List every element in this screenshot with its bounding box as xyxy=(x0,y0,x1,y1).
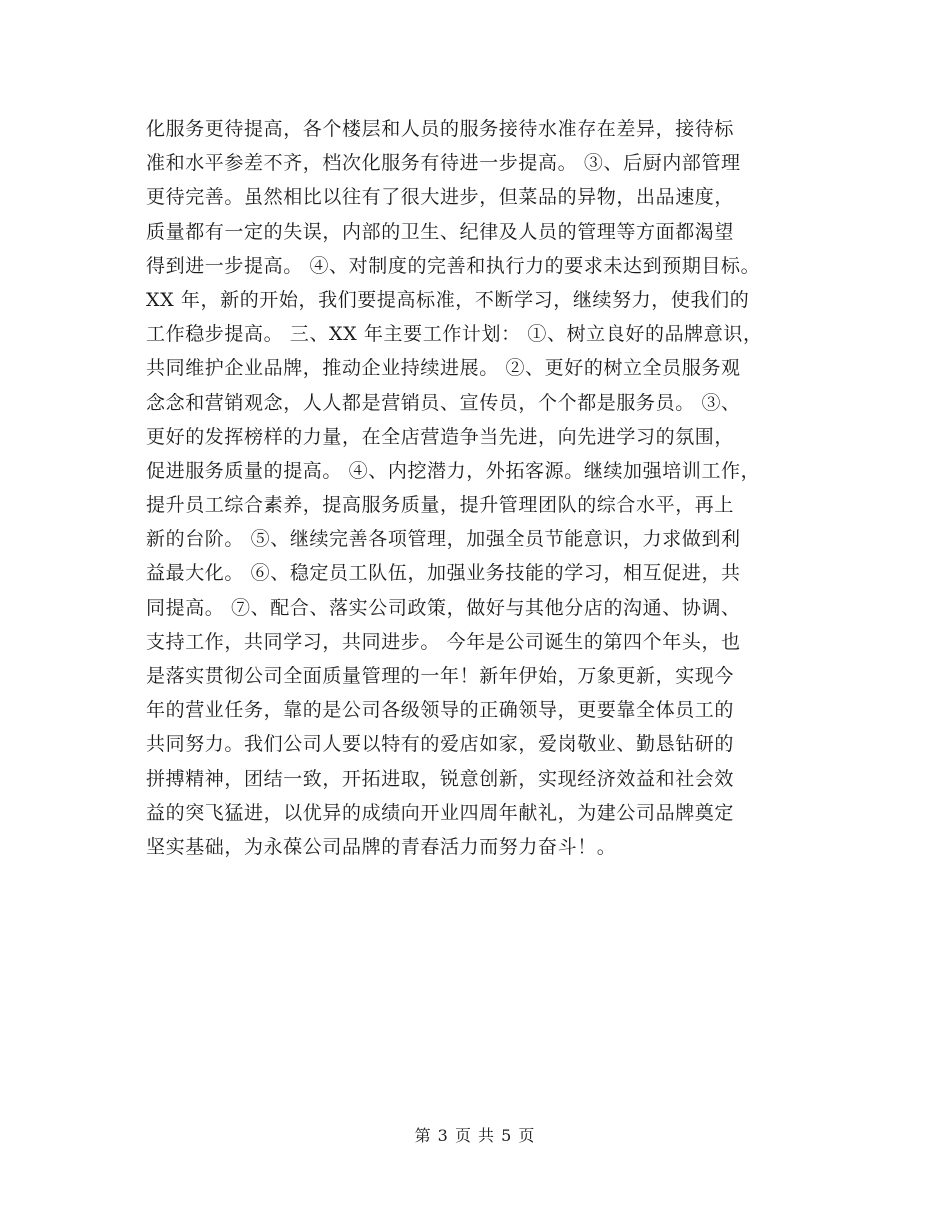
text-line: 质量都有一定的失误，内部的卫生、纪律及人员的管理等方面都渴望 xyxy=(146,220,735,243)
text-line: 共同努力。我们公司人要以特有的爱店如家，爱岗敬业、勤恳钻研的 xyxy=(146,733,735,756)
text-line: 念念和营销观念，人人都是营销员、宣传员，个个都是服务员。 ③、 xyxy=(146,391,741,414)
text-line: 提升员工综合素养，提高服务质量，提升管理团队的综合水平，再上 xyxy=(146,494,735,517)
text-line: 更待完善。虽然相比以往有了很大进步，但菜品的异物，出品速度， xyxy=(146,186,735,209)
text-line: 支持工作，共同学习，共同进步。 今年是公司诞生的第四个年头，也 xyxy=(146,630,741,653)
text-line: 同提高。 ⑦、配合、落实公司政策，做好与其他分店的沟通、协调、 xyxy=(146,596,741,619)
text-line: 益的突飞猛进，以优异的成绩向开业四周年献礼，为建公司品牌奠定 xyxy=(146,801,735,824)
page-number-footer: 第 3 页 共 5 页 xyxy=(414,1126,536,1145)
text-line: 益最大化。 ⑥、稳定员工队伍，加强业务技能的学习，相互促进，共 xyxy=(146,562,741,585)
text-line: 工作稳步提高。 三、XX 年主要工作计划： ①、树立良好的品牌意识， xyxy=(146,323,763,346)
text-line: 促进服务质量的提高。 ④、内挖潜力，外拓客源。继续加强培训工作， xyxy=(146,459,761,482)
text-line: 共同维护企业品牌，推动企业持续进展。 ②、更好的树立全员服务观 xyxy=(146,357,741,380)
text-line: 是落实贯彻公司全面质量管理的一年！新年伊始，万象更新，实现今 xyxy=(146,665,735,687)
text-line: 得到进一步提高。 ④、对制度的完善和执行力的要求未达到预期目标。 xyxy=(146,254,761,277)
text-line: 化服务更待提高，各个楼层和人员的服务接待水准存在差异，接待标 xyxy=(146,118,735,140)
text-line: 坚实基础，为永葆公司品牌的青春活力而努力奋斗！。 xyxy=(146,835,617,858)
text-line: 准和水平参差不齐，档次化服务有待进一步提高。 ③、后厨内部管理 xyxy=(146,152,741,175)
text-line: 拼搏精神，团结一致，开拓进取，锐意创新，实现经济效益和社会效 xyxy=(146,767,735,790)
body-text xyxy=(146,112,826,864)
text-line: 年的营业任务，靠的是公司各级领导的正确领导，更要靠全体员工的 xyxy=(146,699,735,722)
text-line: 新的台阶。 ⑤、继续完善各项管理，加强全员节能意识，力求做到利 xyxy=(146,528,741,551)
text-line: XX 年，新的开始，我们要提高标准，不断学习，继续努力，使我们的 xyxy=(146,288,750,311)
text-line: 更好的发挥榜样的力量，在全店营造争当先进，向先进学习的氛围， xyxy=(146,425,735,448)
